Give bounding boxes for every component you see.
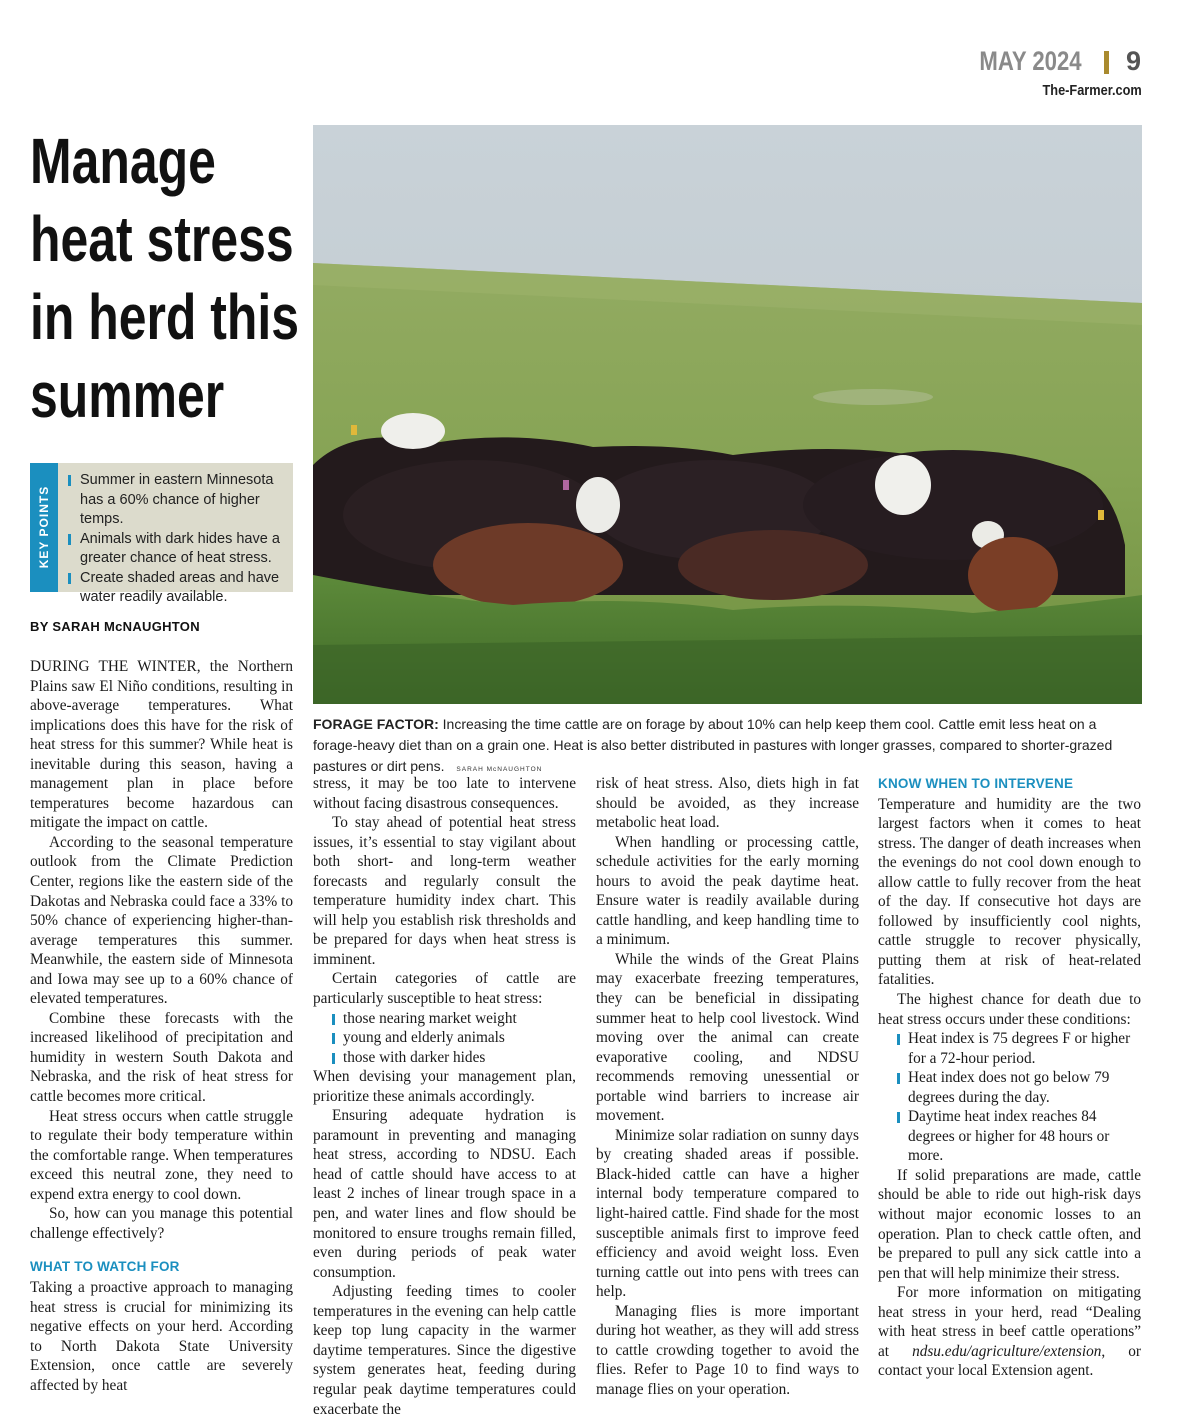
paragraph: Heat stress occurs when cattle struggle to regulate their body temperature within the comfortable range. When temperatures exceed this neutral zone, they need to expend extra energy to cool down. bbox=[30, 1107, 293, 1203]
article-column-4 bbox=[878, 774, 1141, 1381]
section-heading: KNOW WHEN TO INTERVENE bbox=[878, 776, 1074, 791]
list-item: Heat index does not go below 79 degrees during the day. bbox=[878, 1068, 1141, 1107]
headline-line: Manage bbox=[30, 125, 216, 197]
cattle-photo bbox=[313, 125, 1142, 704]
article-column-2 bbox=[313, 774, 576, 1419]
paragraph: Adjusting feeding times to cooler temperatures in the evening can help cattle keep top lung capacity in the warmer daytime temperatures. Since the digestive system generates heat, feeding during regular peak daytime temperatures could exacerbate the bbox=[313, 1283, 576, 1418]
page-number: 9 bbox=[1126, 46, 1142, 76]
paragraph bbox=[878, 1283, 1141, 1381]
list-item: Heat index is 75 degrees F or higher for a 72-hour period. bbox=[878, 1029, 1141, 1068]
paragraph-text: , or contact your local Extension agent. bbox=[878, 1342, 1141, 1380]
paragraph: Minimize solar radiation on sunny days by creating shaded areas if possible. Black-hided cattle can have a higher internal body temperature compared to light-haired cattle. Find shade for the most susceptible animals first to improve feed efficiency and avoid weight loss. Even turning cattle out into pens with trees can help. bbox=[596, 1126, 859, 1301]
article-column-3 bbox=[596, 774, 859, 1400]
list-item: young and elderly animals bbox=[313, 1028, 576, 1048]
list-item: those nearing market weight bbox=[313, 1009, 576, 1029]
paragraph: According to the seasonal temperature outlook from the Climate Prediction Center, regions like the eastern side of the Dakotas and Nebraska could face a 33% to 50% chance of experiencing higher-than-average temperatures this summer. Meanwhile, the eastern side of Minnesota and Iowa may see up to a 60% chance of elevated temperatures. bbox=[30, 833, 293, 1008]
issue-date: MAY 2024 bbox=[979, 46, 1082, 76]
susceptible-list bbox=[313, 1009, 576, 1068]
key-point: Summer in eastern Minnesota has a 60% chance of higher temps. bbox=[68, 471, 290, 530]
paragraph: So, how can you manage this potential challenge effectively? bbox=[30, 1205, 293, 1242]
list-item: Daytime heat index reaches 84 degrees or higher for 48 hours or more. bbox=[878, 1107, 1141, 1166]
caption-lead: FORAGE FACTOR: bbox=[313, 716, 439, 732]
headline-line: heat stress bbox=[30, 203, 294, 275]
paragraph: Temperature and humidity are the two largest factors when it comes to heat stress. The danger of death increases when the evenings do not cool down enough to allow cattle to fully recover from the heat of the day. If consecutive hot days are followed by insufficiently cool nights, cattle struggle to recover physically, putting them at risk of heat-related fatalities. bbox=[878, 795, 1141, 989]
paragraph: Certain categories of cattle are particularly susceptible to heat stress: bbox=[313, 970, 576, 1008]
key-point: Animals with dark hides have a greater chance of heat stress. bbox=[68, 530, 290, 569]
paragraph: Managing flies is more important during hot weather, as they will add stress to cattle crowding together to avoid the flies. Refer to Page 10 to find ways to manage flies on your operation. bbox=[596, 1302, 859, 1398]
paragraph: stress, it may be too late to intervene without facing disastrous consequences. bbox=[313, 775, 576, 812]
caption-text: Increasing the time cattle are on forage by about 10% can help keep them cool. Cattle emit less heat on a forage-heavy diet than on a grain one. Heat is also better distributed in pastures with longer grasses, compared to shorter-grazed pastures or dirt pens. bbox=[313, 716, 1113, 774]
paragraph: To stay ahead of potential heat stress issues, it’s essential to stay vigilant about both short- and long-term weather forecasts and regularly consult the temperature humidity index chart. This will help you establish risk thresholds and be prepared for days when heat stress is imminent. bbox=[313, 814, 576, 968]
paragraph-text: For more information on mitigating heat stress in your herd, read “Dealing with heat stress in beef cattle operations” at bbox=[878, 1284, 1141, 1360]
paragraph: The highest chance for death due to heat stress occurs under these conditions: bbox=[878, 991, 1141, 1028]
header-divider bbox=[1104, 51, 1109, 74]
paragraph: Ensuring adequate hydration is paramount in preventing and managing heat stress, according to NDSU. Each head of cattle should have access to at least 2 inches of linear trough space in a pen, and water lines and flow should be monitored to ensure troughs remain filled, even during periods of peak water consumption. bbox=[313, 1107, 576, 1281]
key-points-label: KEY POINTS bbox=[37, 485, 51, 569]
paragraph: If solid preparations are made, cattle should be able to ride out high-risk days without major economic losses to an operation. Plan to check cattle often, and be prepared to pull any sick cattle into a pen that will help minimize their stress. bbox=[878, 1166, 1141, 1282]
list-item: those with darker hides bbox=[313, 1048, 576, 1068]
cattle-photo-art bbox=[313, 125, 1142, 704]
paragraph: Combine these forecasts with the increased likelihood of precipitation and humidity in western South Dakota and Nebraska, and the risk of heat stress for cattle becomes more critical. bbox=[30, 1009, 293, 1106]
article-column-1 bbox=[30, 657, 293, 1395]
photo-credit: SARAH McNAUGHTON bbox=[456, 766, 543, 773]
conditions-list bbox=[878, 1029, 1141, 1166]
key-points-box bbox=[30, 463, 293, 605]
paragraph: While the winds of the Great Plains may exacerbate freezing temperatures, they can be beneficial in dissipating summer heat to help cool livestock. Wind moving over the animal can create evaporative cooling, and NDSU recommends removing unessential or portable wind barriers to increase air movement. bbox=[596, 950, 859, 1125]
site-name: The-Farmer.com bbox=[1042, 82, 1142, 99]
key-points-list bbox=[68, 471, 290, 608]
headline-line: in herd this bbox=[30, 281, 300, 353]
section-heading: WHAT TO WATCH FOR bbox=[30, 1259, 180, 1275]
paragraph: DURING THE WINTER, the Northern Plains saw El Niño conditions, resulting in above-average temperatures. What implications does this have for the risk of heat stress for this summer? While heat is inevitable during this season, having a management plan in place before temperatures become hazardous can mitigate the impact on cattle. bbox=[30, 658, 293, 832]
paragraph: Taking a proactive approach to managing heat stress is crucial for minimizing its negative effects on your herd. According to North Dakota State University Extension, once cattle are severely affected by heat bbox=[30, 1278, 293, 1394]
paragraph: When handling or processing cattle, schedule activities for the early morning hours to avoid the peak daytime heat. Ensure water is readily available during cattle handling, and keep handling time to a minimum. bbox=[596, 833, 859, 949]
key-point: Create shaded areas and have water readily available. bbox=[68, 569, 290, 608]
headline-line: summer bbox=[30, 359, 225, 431]
key-points-tab bbox=[30, 463, 58, 592]
byline: BY SARAH McNAUGHTON bbox=[30, 619, 200, 634]
headline bbox=[30, 122, 300, 434]
photo-caption bbox=[313, 714, 1142, 780]
paragraph: When devising your management plan, prioritize these animals accordingly. bbox=[313, 1068, 576, 1105]
paragraph: risk of heat stress. Also, diets high in fat should be avoided, as they increase metabolic heat load. bbox=[596, 775, 859, 832]
extension-link[interactable]: ndsu.edu/agriculture/extension bbox=[912, 1342, 1102, 1360]
